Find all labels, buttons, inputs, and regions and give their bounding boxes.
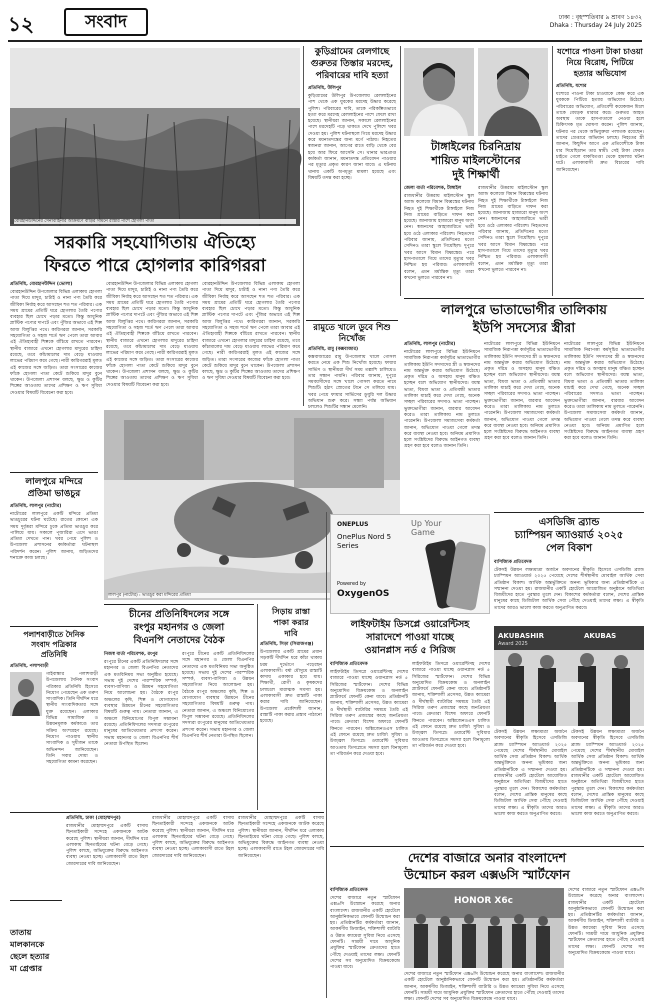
tangail-headline-1: টাঙ্গাইলের চিরনিদ্রায়	[431, 140, 521, 153]
bottom-left-line-4: মা গ্রেপ্তার	[10, 964, 43, 973]
honor-body-bottom: দেশের বাজারে নতুন স্মার্টফোন এক্স৬সি উন্মোচন করেছে অনার বাংলাদেশ। রাজধানীর একটি হোটেলে আনুষ্ঠানিকভাবে ফোনটি উন্মোচন করা হয়। প্রতিষ্ঠানটির কর্মকর্তারা জানান, আকর্ষণীয় ডিজাইন, শক্তিশালী ব্যাটারি ও উন্নত ক্যামেরা সুবিধা নিয়ে এসেছে ফোনটি। সাশ্রয়ী দামে আধুনিক প্রযুক্তির স্মার্টফোন ক্রেতাদের হাতে পৌঁছে দেওয়াই তাদের লক্ষ্য। ফোনটি দেশের সব অনুমোদিত বিক্রয়কেন্দ্রে পাওয়া যাবে।	[404, 972, 564, 1003]
bottom-left-line-3: ছেলে হত্যার	[10, 952, 50, 961]
page-header	[8, 6, 642, 42]
sdg-photo	[494, 626, 644, 726]
reed-field-image	[10, 48, 300, 226]
dhaka-top-rule	[10, 812, 324, 813]
tangail-headline-2: শায়িত মাইলস্টোনের	[431, 154, 521, 167]
polashbari-headline-2: সংবাদ পত্রিকার	[31, 640, 77, 649]
sdg-headline-2: চ্যাম্পিয়ন অ্যাওয়ার্ড ২০২৫	[514, 530, 624, 541]
tangail-body-col1: রাজধানীর উত্তরায় মাইলস্টোন স্কুল অ্যান্ড কলেজে বিমান বিধ্বস্তের ঘটনায় নিহত দুই শিক্ষার্থীকে টাঙ্গাইলে নিজ নিজ গ্রামের বাড়িতে দাফন করা হয়েছে। জানাজায় হাজারো মানুষ অংশ নেন। স্বজনদের আহাজারিতে ভারী হয়ে ওঠে এলাকার পরিবেশ। নিহতদের পরিবার জানায়, প্রতিদিনের মতো সেদিনও তারা স্কুলে গিয়েছিল। দুপুরে খবর আসে বিমান বিধ্বস্তের। পরে হাসপাতালে গিয়ে তাদের মৃত্যুর খবর নিশ্চিত হয় পরিবার। এলাকাবাসী বলেন, এমন মর্মান্তিক মৃত্যু তারা কখনো ভুলতে পারবেন না।	[404, 194, 474, 281]
phone-product-image	[413, 539, 487, 611]
lalpur-up-headline-2: ইউপি সদস্যের স্ত্রীরা	[472, 321, 576, 336]
reporter-portrait	[10, 672, 42, 716]
tangail-photo-1	[404, 48, 474, 136]
masthead-logo-text: সংবাদ	[85, 12, 127, 32]
polashbari-headline-3: প্রতিনিধি	[40, 650, 68, 659]
hogla-photo-caption: বোরহানউদ্দিনের সেনাবাহিনীর আক্রমণে বাড়ির সামনে রাস্তার পাশে হোগলা পাতা	[14, 219, 296, 224]
dhaka-body-col2: রাজধানীর মোহাম্মদপুরে একটি বাসায় ছিনতাইকারী সন্দেহে একজনকে আটক করেছে পুলিশ। স্থানীয়রা জানান, দীর্ঘদিন ধরে এলাকায় ছিনতাইয়ের ঘটনা বেড়ে গেছে। পুলিশ বলছে, অভিযুক্তের বিরুদ্ধে আইনগত ব্যবস্থা নেওয়া হচ্ছে। এলাকাবাসী রাতে টহল জোরদারের দাবি জানিয়েছেন।	[152, 816, 234, 859]
hogla-headline-1: সরকারি সহযোগিতায় ঐতিহ্যে	[54, 233, 256, 253]
oneplus-ad-powered: Powered by	[337, 581, 366, 587]
jessore-body: যশোরে পাওনা টাকা চাওয়াকে কেন্দ্র করে এক যুবককে পিটিয়ে হত্যার অভিযোগ উঠেছে। পরিবারের অভিযোগ, প্রতিবেশী কয়েকজন মিলে তাকে বেধড়ক মারধর করে। গুরুতর আহত অবস্থায় তাকে হাসপাতালে নেওয়া হলে চিকিৎসক মৃত ঘোষণা করেন। পুলিশ জানায়, ঘটনার পর থেকে অভিযুক্তরা পলাতক রয়েছেন। তাদের গ্রেপ্তারে অভিযান চলছে। নিহতের স্ত্রী জানান, কিছুদিন আগে এক প্রতিবেশীকে টাকা ধার দিয়েছিলেন তার স্বামী। সেই টাকা ফেরত চাইতে গেলে বাকবিতণ্ডা থেকে হামলার ঘটনা ঘটে। এলাকাবাসী দ্রুত বিচারের দাবি জানিয়েছেন।	[556, 92, 644, 173]
col-divider-4	[257, 604, 258, 810]
sirajganj-headline-2: পাকা করার	[273, 618, 309, 627]
honor-body-col2: দেশের বাজারে নতুন স্মার্টফোন এক্স৬সি উন্মোচন করেছে অনার বাংলাদেশ। রাজধানীর একটি হোটেলে আনুষ্ঠানিকভাবে ফোনটি উন্মোচন করা হয়। প্রতিষ্ঠানটির কর্মকর্তারা জানান, আকর্ষণীয় ডিজাইন, শক্তিশালী ব্যাটারি ও উন্নত ক্যামেরা সুবিধা নিয়ে এসেছে ফোনটি। সাশ্রয়ী দামে আধুনিক প্রযুক্তির স্মার্টফোন ক্রেতাদের হাতে পৌঁছে দেওয়াই তাদের লক্ষ্য। ফোনটি দেশের সব অনুমোদিত বিক্রয়কেন্দ্রে পাওয়া যাবে।	[568, 888, 644, 956]
oneplus-ad-brand: ONEPLUS	[337, 521, 369, 528]
lalpur-up-byline: প্রতিনিধি, লালপুর (নাটোর)	[404, 342, 456, 347]
oneplus-ad-model: OnePlus Nord 5 Series	[337, 533, 392, 550]
temple-body: নাটোরের লালপুরে একটি মন্দিরে প্রতিমা ভাঙচুরের ঘটনা ঘটেছে। রাতের কোনো এক সময় দুর্বৃত্তরা মন্দিরে ঢুকে প্রতিমা ভাঙচুর করে পালিয়ে যায়। সকালে পূজারিরা এসে ভাঙা প্রতিমা দেখতে পান। খবর পেয়ে পুলিশ ও উপজেলা প্রশাসনের কর্মকর্তারা ঘটনাস্থল পরিদর্শন করেন। পুলিশ জানায়, জড়িতদের শনাক্তে কাজ চলছে।	[10, 512, 98, 562]
sdg-body-bottom-col1: টেকসই উন্নয়ন লক্ষ্যমাত্রা অর্জনে অবদানের স্বীকৃতি হিসেবে এসডিজি ব্র্যান্ড চ্যাম্পিয়ন অ্যাওয়ার্ড ২০২৫ পেয়েছে দেশের শীর্ষস্থানীয় মোবাইল আর্থিক সেবা প্রতিষ্ঠান বিকাশ। আর্থিক অন্তর্ভুক্তিতে অনন্য ভূমিকার জন্য প্রতিষ্ঠানটিকে এ সম্মাননা দেওয়া হয়। রাজধানীর একটি হোটেলে আয়োজিত অনুষ্ঠানে অতিথিরা বিজয়ীদের হাতে পুরস্কার তুলে দেন। বিকাশের কর্মকর্তারা বলেন, দেশের প্রান্তিক মানুষের কাছে ডিজিটাল আর্থিক সেবা পৌঁছে দেওয়াই তাদের লক্ষ্য। এ স্বীকৃতি তাদের আরও ভালো কাজ করতে অনুপ্রাণিত করবে।	[494, 730, 567, 817]
kurigram-headline-1: কুড়িগ্রামের রেলগাছে	[314, 47, 390, 57]
dhaka-body-col3: রাজধানীর মোহাম্মদপুরে একটি বাসায় ছিনতাইকারী সন্দেহে একজনকে আটক করেছে পুলিশ। স্থানীয়রা জানান, দীর্ঘদিন ধরে এলাকায় ছিনতাইয়ের ঘটনা বেড়ে গেছে। পুলিশ বলছে, অভিযুক্তের বিরুদ্ধে আইনগত ব্যবস্থা নেওয়া হচ্ছে। এলাকাবাসী রাতে টহল জোরদারের দাবি জানিয়েছেন।	[238, 816, 324, 859]
lalpur-up-headline-1: লালপুরে ভাতাভোগীর তালিকায়	[441, 303, 607, 318]
kurigram-byline: প্রতিনিধি, উলিপুর	[308, 86, 342, 91]
sdg-sign-sub: Award 2025	[498, 641, 528, 647]
col-divider-2	[400, 46, 401, 296]
honor-body-col1: দেশের বাজারে নতুন স্মার্টফোন এক্স৬সি উন্মোচন করেছে অনার বাংলাদেশ। রাজধানীর একটি হোটেলে আনুষ্ঠানিকভাবে ফোনটি উন্মোচন করা হয়। প্রতিষ্ঠানটির কর্মকর্তারা জানান, আকর্ষণীয় ডিজাইন, শক্তিশালী ব্যাটারি ও উন্নত ক্যামেরা সুবিধা নিয়ে এসেছে ফোনটি। সাশ্রয়ী দামে আধুনিক প্রযুক্তির স্মার্টফোন ক্রেতাদের হাতে পৌঁছে দেওয়াই তাদের লক্ষ্য। ফোনটি দেশের সব অনুমোদিত বিক্রয়কেন্দ্রে পাওয়া যাবে।	[330, 896, 400, 971]
ramu-body: কক্সবাজারের রামু উপজেলায় খালে গোসল করতে নেমে এক শিশু নিখোঁজ হয়েছে। ফায়ার সার্ভিস ও স্থানীয়রা দীর্ঘ সময় তল্লাশি চালিয়েও তার সন্ধান পায়নি। পরিবার জানায়, দুপুরে সমবয়সীদের সঙ্গে খালে গোসল করতে নামে শিশুটি। হঠাৎ স্রোতের টানে সে তলিয়ে যায়। খবর পেয়ে ফায়ার সার্ভিসের ডুবুরি দল উদ্ধার অভিযান শুরু করে। সন্ধ্যা পর্যন্ত অভিযান চললেও শিশুটির সন্ধান মেলেনি।	[308, 355, 396, 411]
jessore-headline-1: যশোরে পাওনা টাকা চাওয়া	[557, 47, 643, 56]
tangail-headline-3: দুই শিক্ষার্থী	[452, 168, 500, 181]
jessore-headline-2: নিয়ে বিরোধ, পিটিয়ে	[566, 58, 634, 67]
rangpur-headline-2: রংপুর মহানগর ও জেলা	[133, 622, 225, 633]
header-rule	[8, 40, 642, 42]
student-portrait-1	[404, 48, 474, 136]
hogla-photo	[10, 48, 300, 226]
tangail-byline: জেলা বার্তা পরিবেশক, টাঙ্গাইল	[404, 186, 462, 191]
honor-headline-1: দেশের বাজারে অনার বাংলাদেশ	[408, 850, 566, 865]
rangpur-body-col2: রংপুরে চীনের একটি প্রতিনিধিদলের সঙ্গে মহানগর ও জেলা বিএনপির নেতাদের এক মতবিনিময় সভা অনুষ্ঠিত হয়েছে। সভায় দুই দেশের পারস্পরিক সম্পর্ক, ব্যবসা-বাণিজ্য ও উন্নয়ন সহযোগিতা নিয়ে আলোচনা হয়। বৈঠকে রংপুর অঞ্চলের কৃষি, শিল্প ও যোগাযোগ ব্যবস্থার উন্নয়নে চীনের সহযোগিতার বিষয়টি গুরুত্ব পায়। নেতারা জানান, এ অঞ্চলে বিনিয়োগের বিপুল সম্ভাবনা রয়েছে। প্রতিনিধিদলের সদস্যরা রংপুরের মানুষের আতিথেয়তার প্রশংসা করেন। সভায় মহানগর ও জেলা বিএনপির শীর্ষ নেতারা উপস্থিত ছিলেন।	[182, 652, 254, 739]
lalpur-up-body-col2: নাটোরের লালপুরে বিভিন্ন ইউনিয়নে সামাজিক নিরাপত্তা কর্মসূচির ভাতাভোগীর তালিকায় ইউপি সদস্যদের স্ত্রী ও স্বজনদের নাম অন্তর্ভুক্ত করার অভিযোগ উঠেছে। প্রকৃত দরিদ্র ও অসহায় মানুষ বঞ্চিত হচ্ছেন বলে অভিযোগ স্থানীয়দের। বয়স্ক ভাতা, বিধবা ভাতা ও প্রতিবন্ধী ভাতার তালিকা যাচাই করে দেখা গেছে, অনেক সচ্ছল পরিবারের সদস্যও ভাতা পাচ্ছেন। ভুক্তভোগীরা জানান, বারবার আবেদন করেও তারা তালিকায় নাম তুলতে পারেননি। উপজেলা সমাজসেবা কর্মকর্তা জানান, অভিযোগ পাওয়া গেলে তদন্ত করে ব্যবস্থা নেওয়া হবে। অনিয়ম প্রমাণিত হলে সংশ্লিষ্টদের বিরুদ্ধে আইনগত ব্যবস্থা গ্রহণ করা হবে বলেও জানান তিনি।	[484, 342, 560, 442]
ramu-byline: প্রতিনিধি, রামু (কক্সবাজার)	[308, 347, 359, 352]
ramu-headline: রামুতে খালে ডুবে শিশু নিখোঁজ	[313, 323, 391, 344]
sirajganj-byline: প্রতিনিধি, সিড়া (সিরাজগঞ্জ)	[260, 642, 314, 647]
honor-headline-2: উন্মোচন করল এক্স৬সি স্মার্টফোন	[404, 867, 570, 882]
col-divider-5	[326, 512, 327, 998]
oneplus-body-col2: লাইফটাইম ডিসপ্লে ওয়ারেন্টিসহ দেশের বাজারে পাওয়া যাচ্ছে ওয়ানপ্লাস নর্ড ৫ সিরিজের স্মার্টফোন। দেশের বিভিন্ন অনুমোদিত বিক্রয়কেন্দ্র ও অনলাইন প্ল্যাটফর্মে ফোনটি কেনা যাবে। প্রতিষ্ঠানটি জানায়, শক্তিশালী প্রসেসর, উন্নত ক্যামেরা ও দীর্ঘস্থায়ী ব্যাটারির সমন্বয়ে তৈরি এই সিরিজ তরুণ প্রজন্মের কাছে জনপ্রিয়তা পাবে। ক্রেতারা বিশেষ অফারে ফোনটি কিনতে পারবেন। অক্সিজেনওএস চালিত এই ফোনে রয়েছে দ্রুত চার্জিং সুবিধা ও উজ্জ্বল ডিসপ্লে। ওয়ারেন্টি সুবিধার আওতায় ডিসপ্লেতে সমস্যা হলে বিনামূল্যে তা পরিবর্তন করে দেওয়া হবে।	[412, 662, 490, 749]
masthead-logo	[64, 8, 148, 36]
honor-top-rule	[330, 846, 644, 847]
kurigram-headline-2: গুরুতর তিস্তার মরদেহ,	[310, 59, 394, 69]
rangpur-headline-3: বিএনপি নেতাদের বৈঠক	[133, 635, 225, 646]
oneplus-headline-3: ওয়ানপ্লাস নর্ড ৫ সিরিজ	[364, 645, 456, 656]
honor-photo	[404, 888, 564, 968]
sdg-body-bottom-col2: টেকসই উন্নয়ন লক্ষ্যমাত্রা অর্জনে অবদানের স্বীকৃতি হিসেবে এসডিজি ব্র্যান্ড চ্যাম্পিয়ন অ্যাওয়ার্ড ২০২৫ পেয়েছে দেশের শীর্ষস্থানীয় মোবাইল আর্থিক সেবা প্রতিষ্ঠান বিকাশ। আর্থিক অন্তর্ভুক্তিতে অনন্য ভূমিকার জন্য প্রতিষ্ঠানটিকে এ সম্মাননা দেওয়া হয়। রাজধানীর একটি হোটেলে আয়োজিত অনুষ্ঠানে অতিথিরা বিজয়ীদের হাতে পুরস্কার তুলে দেন। বিকাশের কর্মকর্তারা বলেন, দেশের প্রান্তিক মানুষের কাছে ডিজিটাল আর্থিক সেবা পৌঁছে দেওয়াই তাদের লক্ষ্য। এ স্বীকৃতি তাদের আরও ভালো কাজ করতে অনুপ্রাণিত করবে।	[571, 730, 644, 817]
tangail-body-col2: রাজধানীর উত্তরায় মাইলস্টোন স্কুল অ্যান্ড কলেজে বিমান বিধ্বস্তের ঘটনায় নিহত দুই শিক্ষার্থীকে টাঙ্গাইলে নিজ নিজ গ্রামের বাড়িতে দাফন করা হয়েছে। জানাজায় হাজারো মানুষ অংশ নেন। স্বজনদের আহাজারিতে ভারী হয়ে ওঠে এলাকার পরিবেশ। নিহতদের পরিবার জানায়, প্রতিদিনের মতো সেদিনও তারা স্কুলে গিয়েছিল। দুপুরে খবর আসে বিমান বিধ্বস্তের। পরে হাসপাতালে গিয়ে তাদের মৃত্যুর খবর নিশ্চিত হয় পরিবার। এলাকাবাসী বলেন, এমন মর্মান্তিক মৃত্যু তারা কখনো ভুলতে পারবেন না।	[478, 186, 548, 273]
page-number: ১২	[8, 12, 34, 36]
jessore-byline: প্রতিনিধি, যশোর	[556, 84, 587, 89]
honor-byline: বাণিজ্যিক প্রতিবেদক	[330, 888, 368, 893]
col-divider-1	[303, 46, 304, 406]
temple-top-rule	[10, 472, 98, 473]
sdg-headline-1: এসডিজি ব্র্যান্ড	[538, 517, 600, 528]
kurigram-headline-3: পরিবারের দাবি হত্যা	[315, 71, 389, 81]
polashbari-body: গাইবান্ধার পলাশবাড়ী উপজেলায় দৈনিক সংবাদ পত্রিকার প্রতিনিধি হিসেবে নিয়োগ পেয়েছেন এক তরুণ সাংবাদিক। তিনি দীর্ঘদিন ধরে স্থানীয় সাংবাদিকতার সঙ্গে যুক্ত রয়েছেন। এলাকার বিভিন্ন সামাজিক ও উন্নয়নমূলক কর্মকাণ্ডে তার সক্রিয় অংশগ্রহণ রয়েছে। নিয়োগ পাওয়ায় স্থানীয় সাংবাদিক ও সুধীজন তাকে অভিনন্দন জানিয়েছেন। তিনি সবার দোয়া ও সহযোগিতা কামনা করেছেন।	[46, 672, 98, 766]
polashbari-photo	[10, 672, 42, 716]
ramu-top-rule	[306, 320, 398, 321]
temple-headline-2: প্রতিমা ভাঙচুর	[27, 489, 81, 499]
tangail-photo-2	[478, 48, 548, 136]
polashbari-byline: প্রতিনিধি, পলাশবাড়ী	[10, 664, 49, 669]
oneplus-byline: বাণিজ্যিক প্রতিবেদক	[330, 662, 368, 667]
temple-byline: প্রতিনিধি, লালপুর (নাটোর)	[10, 504, 62, 509]
sdg-body-top: টেকসই উন্নয়ন লক্ষ্যমাত্রা অর্জনে অবদানের স্বীকৃতি হিসেবে এসডিজি ব্র্যান্ড চ্যাম্পিয়ন অ্যাওয়ার্ড ২০২৫ পেয়েছে দেশের শীর্ষস্থানীয় মোবাইল আর্থিক সেবা প্রতিষ্ঠান বিকাশ। আর্থিক অন্তর্ভুক্তিতে অনন্য ভূমিকার জন্য প্রতিষ্ঠানটিকে এ সম্মাননা দেওয়া হয়। রাজধানীর একটি হোটেলে আয়োজিত অনুষ্ঠানে অতিথিরা বিজয়ীদের হাতে পুরস্কার তুলে দেন। বিকাশের কর্মকর্তারা বলেন, দেশের প্রান্তিক মানুষের কাছে ডিজিটাল আর্থিক সেবা পৌঁছে দেওয়াই তাদের লক্ষ্য। এ স্বীকৃতি তাদের আরও ভালো কাজ করতে অনুপ্রাণিত করবে।	[494, 568, 644, 611]
kurigram-body: কুড়িগ্রামের উলিপুর উপজেলায় রেললাইনের পাশ থেকে এক যুবকের মরদেহ উদ্ধার করেছে পুলিশ। পরিবারের দাবি, তাকে পরিকল্পিতভাবে হত্যা করে মরদেহ রেললাইনের পাশে ফেলে রাখা হয়েছে। স্থানীয়রা জানান, সকালে রেললাইনের পাশে মরদেহটি পড়ে থাকতে দেখে পুলিশে খবর দেওয়া হয়। পুলিশ ঘটনাস্থলে গিয়ে মরদেহ উদ্ধার করে ময়নাতদন্তের জন্য মর্গে পাঠায়। নিহতের স্বজনরা জানান, আগের রাতে বাড়ি থেকে বের হয়ে আর ফিরে আসেনি সে। থানার ভারপ্রাপ্ত কর্মকর্তা জানান, ময়নাতদন্ত প্রতিবেদন পাওয়ার পর মৃত্যুর প্রকৃত কারণ জানা যাবে। এ ঘটনায় থানায় একটি অপমৃত্যু মামলা হয়েছে এবং বিষয়টি তদন্ত করা হচ্ছে।	[308, 94, 396, 181]
hogla-headline-2: ফিরতে পারে হোগলার কারিগররা	[44, 256, 266, 276]
oneplus-ad	[330, 514, 490, 614]
rangpur-body-col1: রংপুরে চীনের একটি প্রতিনিধিদলের সঙ্গে মহানগর ও জেলা বিএনপির নেতাদের এক মতবিনিময় সভা অনুষ্ঠিত হয়েছে। সভায় দুই দেশের পারস্পরিক সম্পর্ক, ব্যবসা-বাণিজ্য ও উন্নয়ন সহযোগিতা নিয়ে আলোচনা হয়। বৈঠকে রংপুর অঞ্চলের কৃষি, শিল্প ও যোগাযোগ ব্যবস্থার উন্নয়নে চীনের সহযোগিতার বিষয়টি গুরুত্ব পায়। নেতারা জানান, এ অঞ্চলে বিনিয়োগের বিপুল সম্ভাবনা রয়েছে। প্রতিনিধিদলের সদস্যরা রংপুরের মানুষের আতিথেয়তার প্রশংসা করেন। সভায় মহানগর ও জেলা বিএনপির শীর্ষ নেতারা উপস্থিত ছিলেন।	[104, 660, 178, 747]
sirajganj-body: উপজেলার একটি গ্রামের প্রধান সড়কটি দীর্ঘদিন ধরে কাঁচা থাকায় চরম দুর্ভোগে পড়েছেন এলাকাবাসী। বর্ষা মৌসুমে রাস্তাটি কাদায় একাকার হয়ে যায়। শিক্ষার্থী, রোগী ও কৃষকদের চলাচলে মারাত্মক সমস্যা হয়। এলাকাবাসী দ্রুত রাস্তাটি পাকা করার দাবি জানিয়েছেন। উপজেলা প্রকৌশলী জানান, রাস্তাটি পাকা করার প্রস্তাব পাঠানো হয়েছে।	[260, 650, 322, 725]
rangpur-byline: নিজস্ব বার্তা পরিবেশক, রংপুর	[104, 652, 158, 657]
honor-banner: HONOR X6c	[454, 896, 513, 906]
lalpur-up-body-col1: নাটোরের লালপুরে বিভিন্ন ইউনিয়নে সামাজিক নিরাপত্তা কর্মসূচির ভাতাভোগীর তালিকায় ইউপি সদস্যদের স্ত্রী ও স্বজনদের নাম অন্তর্ভুক্ত করার অভিযোগ উঠেছে। প্রকৃত দরিদ্র ও অসহায় মানুষ বঞ্চিত হচ্ছেন বলে অভিযোগ স্থানীয়দের। বয়স্ক ভাতা, বিধবা ভাতা ও প্রতিবন্ধী ভাতার তালিকা যাচাই করে দেখা গেছে, অনেক সচ্ছল পরিবারের সদস্যও ভাতা পাচ্ছেন। ভুক্তভোগীরা জানান, বারবার আবেদন করেও তারা তালিকায় নাম তুলতে পারেননি। উপজেলা সমাজসেবা কর্মকর্তা জানান, অভিযোগ পাওয়া গেলে তদন্ত করে ব্যবস্থা নেওয়া হবে। অনিয়ম প্রমাণিত হলে সংশ্লিষ্টদের বিরুদ্ধে আইনগত ব্যবস্থা গ্রহণ করা হবে বলেও জানান তিনি।	[404, 350, 480, 450]
oneplus-ad-tagline: Up Your Game	[411, 519, 442, 537]
hogla-body-col2: বোরহানউদ্দিন উপজেলার বিভিন্ন এলাকায় হোগলা পাতা দিয়ে মাদুর, চাটাই ও নানা পণ্য তৈরি করে জীবিকা নির্বাহ করে আসছেন শত শত পরিবার। এক সময় গ্রামের প্রতিটি ঘরে হোগলার তৈরি পণ্যের ব্যবহার ছিল চোখে পড়ার মতো। কিন্তু আধুনিক প্লাস্টিক পণ্যের দাপটে এবং পুঁজির অভাবে এই শিল্প আজ বিলুপ্তির পথে। কারিগররা জানান, সরকারি সহযোগিতা ও সহজ শর্তে ঋণ পেলে তারা আবার এই ঐতিহ্যবাহী শিল্পকে বাঁচিয়ে রাখতে পারবেন। স্থানীয় বাজারে এখনো হোগলার মাদুরের চাহিদা রয়েছে, তবে কাঁচামালের দাম বেড়ে যাওয়ায় লাভের পরিমাণ কমে গেছে। নারী কারিগররাই মূলত এই কাজের সঙ্গে জড়িত। তারা সংসারের কাজের ফাঁকে হোগলা পাতা কেটে শুকিয়ে মাদুর বুনে থাকেন। উপজেলা প্রশাসন বলছে, ক্ষুদ্র ও কুটির শিল্পের আওতায় তাদের প্রশিক্ষণ ও ঋণ সুবিধা দেওয়ার বিষয়টি বিবেচনা করা হবে।	[106, 282, 198, 388]
polashbari-top-rule	[10, 626, 98, 627]
temple-headline-1: লালপুরে মন্দিরে	[25, 477, 83, 487]
rangpur-headline-1: চীনের প্রতিনিধিদলের সঙ্গে	[128, 609, 230, 620]
hogla-body-col3: বোরহানউদ্দিন উপজেলার বিভিন্ন এলাকায় হোগলা পাতা দিয়ে মাদুর, চাটাই ও নানা পণ্য তৈরি করে জীবিকা নির্বাহ করে আসছেন শত শত পরিবার। এক সময় গ্রামের প্রতিটি ঘরে হোগলার তৈরি পণ্যের ব্যবহার ছিল চোখে পড়ার মতো। কিন্তু আধুনিক প্লাস্টিক পণ্যের দাপটে এবং পুঁজির অভাবে এই শিল্প আজ বিলুপ্তির পথে। কারিগররা জানান, সরকারি সহযোগিতা ও সহজ শর্তে ঋণ পেলে তারা আবার এই ঐতিহ্যবাহী শিল্পকে বাঁচিয়ে রাখতে পারবেন। স্থানীয় বাজারে এখনো হোগলার মাদুরের চাহিদা রয়েছে, তবে কাঁচামালের দাম বেড়ে যাওয়ায় লাভের পরিমাণ কমে গেছে। নারী কারিগররাই মূলত এই কাজের সঙ্গে জড়িত। তারা সংসারের কাজের ফাঁকে হোগলা পাতা কেটে শুকিয়ে মাদুর বুনে থাকেন। উপজেলা প্রশাসন বলছে, ক্ষুদ্র ও কুটির শিল্পের আওতায় তাদের প্রশিক্ষণ ও ঋণ সুবিধা দেওয়ার বিষয়টি বিবেচনা করা হবে।	[202, 282, 300, 382]
col-divider-3	[552, 46, 553, 296]
hogla-byline: প্রতিনিধি, বোরহানউদ্দিন (ভোলা)	[10, 282, 73, 287]
oneplus-headline-1: লাইফটাইম ডিসপ্লে ওয়ারেন্টিসহ	[350, 619, 470, 630]
lalpur-up-body-col3: নাটোরের লালপুরে বিভিন্ন ইউনিয়নে সামাজিক নিরাপত্তা কর্মসূচির ভাতাভোগীর তালিকায় ইউপি সদস্যদের স্ত্রী ও স্বজনদের নাম অন্তর্ভুক্ত করার অভিযোগ উঠেছে। প্রকৃত দরিদ্র ও অসহায় মানুষ বঞ্চিত হচ্ছেন বলে অভিযোগ স্থানীয়দের। বয়স্ক ভাতা, বিধবা ভাতা ও প্রতিবন্ধী ভাতার তালিকা যাচাই করে দেখা গেছে, অনেক সচ্ছল পরিবারের সদস্যও ভাতা পাচ্ছেন। ভুক্তভোগীরা জানান, বারবার আবেদন করেও তারা তালিকায় নাম তুলতে পারেননি। উপজেলা সমাজসেবা কর্মকর্তা জানান, অভিযোগ পাওয়া গেলে তদন্ত করে ব্যবস্থা নেওয়া হবে। অনিয়ম প্রমাণিত হলে সংশ্লিষ্টদের বিরুদ্ধে আইনগত ব্যবস্থা গ্রহণ করা হবে বলেও জানান তিনি।	[564, 342, 644, 442]
header-date-en: Dhaka : Thursday 24 July 2025	[549, 22, 642, 29]
bottom-left-box	[10, 900, 62, 994]
sdg-top-rule	[494, 512, 644, 513]
bottom-left-line-2: মালকানকে	[10, 940, 45, 949]
sirajganj-headline-3: দাবি	[284, 629, 298, 638]
temple-photo-caption: লালপুর (নাটোর) : ভাঙচুর করা মন্দিরের প্রতিমা	[108, 593, 396, 598]
rangpur-top-rule	[104, 604, 254, 605]
oneplus-ad-os: OxygenOS	[337, 589, 390, 599]
sdg-sign-1: AKUBASHIR	[498, 632, 545, 640]
dhaka-byline: প্রতিনিধি, ঢাকা (মোহাম্মদপুর)	[66, 816, 121, 821]
lalpur-up-top-rule	[404, 298, 644, 299]
sirajganj-headline-1: সিড়ায় রাস্তা	[272, 607, 310, 616]
hogla-body-col1: বোরহানউদ্দিন উপজেলার বিভিন্ন এলাকায় হোগলা পাতা দিয়ে মাদুর, চাটাই ও নানা পণ্য তৈরি করে জীবিকা নির্বাহ করে আসছেন শত শত পরিবার। এক সময় গ্রামের প্রতিটি ঘরে হোগলার তৈরি পণ্যের ব্যবহার ছিল চোখে পড়ার মতো। কিন্তু আধুনিক প্লাস্টিক পণ্যের দাপটে এবং পুঁজির অভাবে এই শিল্প আজ বিলুপ্তির পথে। কারিগররা জানান, সরকারি সহযোগিতা ও সহজ শর্তে ঋণ পেলে তারা আবার এই ঐতিহ্যবাহী শিল্পকে বাঁচিয়ে রাখতে পারবেন। স্থানীয় বাজারে এখনো হোগলার মাদুরের চাহিদা রয়েছে, তবে কাঁচামালের দাম বেড়ে যাওয়ায় লাভের পরিমাণ কমে গেছে। নারী কারিগররাই মূলত এই কাজের সঙ্গে জড়িত। তারা সংসারের কাজের ফাঁকে হোগলা পাতা কেটে শুকিয়ে মাদুর বুনে থাকেন। উপজেলা প্রশাসন বলছে, ক্ষুদ্র ও কুটির শিল্পের আওতায় তাদের প্রশিক্ষণ ও ঋণ সুবিধা দেওয়ার বিষয়টি বিবেচনা করা হবে।	[10, 290, 102, 396]
dhaka-body-col1: রাজধানীর মোহাম্মদপুরে একটি বাসায় ছিনতাইকারী সন্দেহে একজনকে আটক করেছে পুলিশ। স্থানীয়রা জানান, দীর্ঘদিন ধরে এলাকায় ছিনতাইয়ের ঘটনা বেড়ে গেছে। পুলিশ বলছে, অভিযুক্তের বিরুদ্ধে আইনগত ব্যবস্থা নেওয়া হচ্ছে। এলাকাবাসী রাতে টহল জোরদারের দাবি জানিয়েছেন।	[66, 824, 148, 867]
bottom-left-line-1: তাতায়	[10, 928, 32, 937]
oneplus-body-col1: লাইফটাইম ডিসপ্লে ওয়ারেন্টিসহ দেশের বাজারে পাওয়া যাচ্ছে ওয়ানপ্লাস নর্ড ৫ সিরিজের স্মার্টফোন। দেশের বিভিন্ন অনুমোদিত বিক্রয়কেন্দ্র ও অনলাইন প্ল্যাটফর্মে ফোনটি কেনা যাবে। প্রতিষ্ঠানটি জানায়, শক্তিশালী প্রসেসর, উন্নত ক্যামেরা ও দীর্ঘস্থায়ী ব্যাটারির সমন্বয়ে তৈরি এই সিরিজ তরুণ প্রজন্মের কাছে জনপ্রিয়তা পাবে। ক্রেতারা বিশেষ অফারে ফোনটি কিনতে পারবেন। অক্সিজেনওএস চালিত এই ফোনে রয়েছে দ্রুত চার্জিং সুবিধা ও উজ্জ্বল ডিসপ্লে। ওয়ারেন্টি সুবিধার আওতায় ডিসপ্লেতে সমস্যা হলে বিনামূল্যে তা পরিবর্তন করে দেওয়া হবে।	[330, 670, 408, 757]
polashbari-headline-1: পলাশবাড়ীতে দৈনিক	[23, 630, 85, 639]
oneplus-headline-2: সারাদেশে পাওয়া যাচ্ছে	[366, 632, 454, 643]
header-date-bn: ঢাকা : বৃহস্পতিবার ৯ শ্রাবণ ১৪৩২	[558, 14, 642, 21]
sdg-sign-2: AKUBAS	[584, 632, 617, 640]
sdg-byline: বাণিজ্যিক প্রতিবেদক	[494, 560, 532, 565]
sdg-headline-3: পেল বিকাশ	[545, 543, 593, 554]
student-portrait-2	[478, 48, 548, 136]
jessore-headline-3: হত্যার অভিযোগ	[573, 69, 627, 78]
